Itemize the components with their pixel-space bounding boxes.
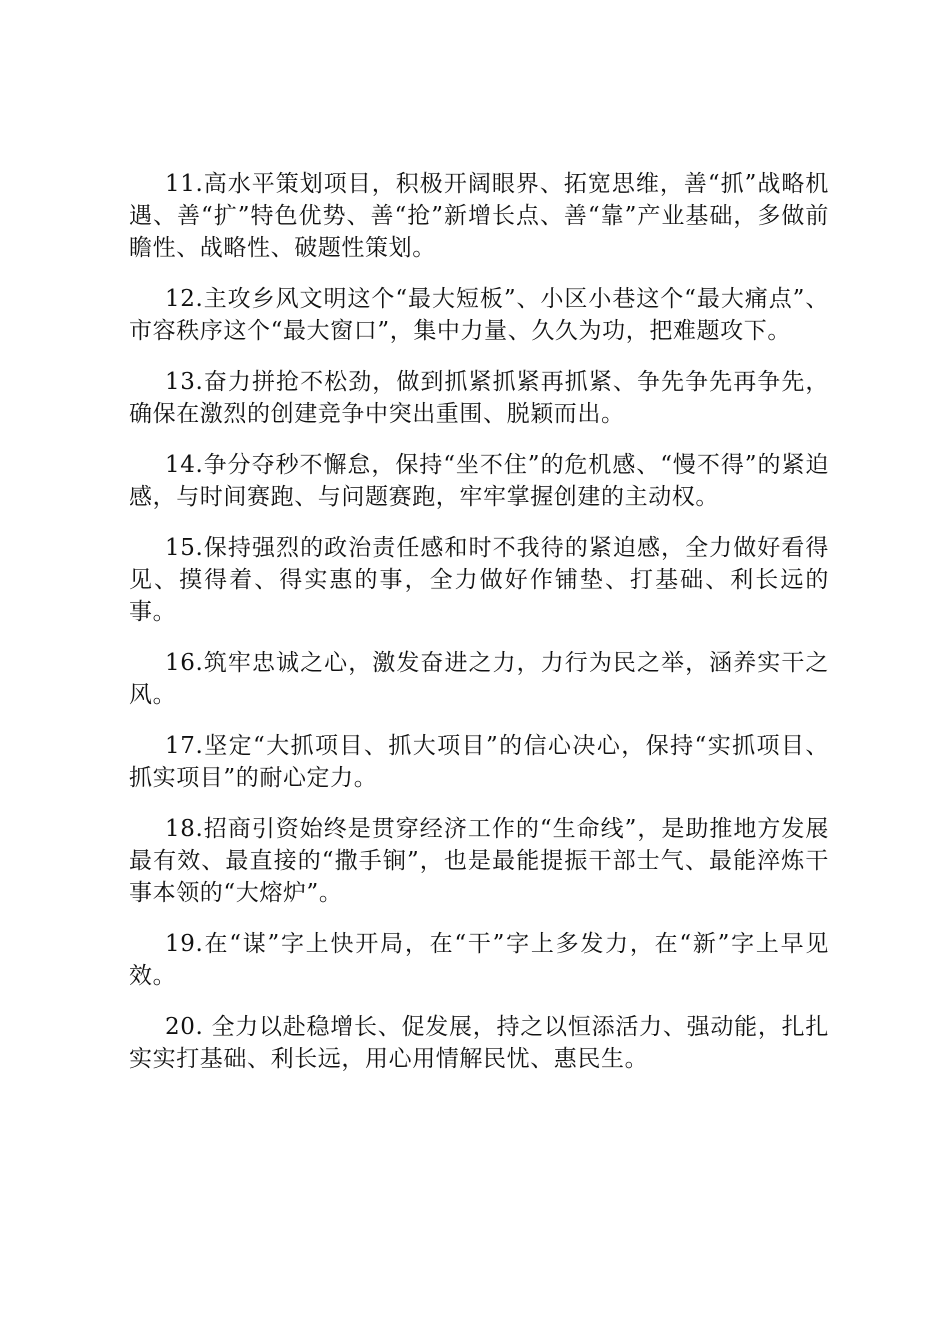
paragraph-12: 12.主攻乡风文明这个“最大短板”、小区小巷这个“最大痛点”、市容秩序这个“最大窗口”，集中力量、久久为功，把难题攻下。 [129, 286, 829, 344]
paragraph-18: 18.招商引资始终是贯穿经济工作的“生命线”，是助推地方发展最有效、最直接的“撒手锏”，也是最能提振干部士气、最能淬炼干事本领的“大熔炉”。 [129, 816, 829, 906]
paragraph-14: 14.争分夺秒不懈怠，保持“坐不住”的危机感、“慢不得”的紧迫感，与时间赛跑、与问题赛跑，牢牢掌握创建的主动权。 [129, 452, 829, 510]
paragraph-11: 11.高水平策划项目，积极开阔眼界、拓宽思维，善“抓”战略机遇、善“扩”特色优势、善“抢”新增长点、善“靠”产业基础，多做前瞻性、战略性、破题性策划。 [129, 171, 829, 261]
paragraph-20: 20. 全力以赴稳增长、促发展，持之以恒添活力、强动能，扎扎实实打基础、利长远，用心用情解民忧、惠民生。 [129, 1014, 829, 1072]
paragraph-13: 13.奋力拼抢不松劲，做到抓紧抓紧再抓紧、争先争先再争先，确保在激烈的创建竞争中突出重围、脱颖而出。 [129, 369, 829, 427]
paragraph-17: 17.坚定“大抓项目、抓大项目”的信心决心，保持“实抓项目、抓实项目”的耐心定力。 [129, 733, 829, 791]
paragraph-16: 16.筑牢忠诚之心，激发奋进之力，力行为民之举，涵养实干之风。 [129, 650, 829, 708]
paragraph-19: 19.在“谋”字上快开局，在“干”字上多发力，在“新”字上早见效。 [129, 931, 829, 989]
document-body [129, 168, 829, 1094]
paragraph-15: 15.保持强烈的政治责任感和时不我待的紧迫感，全力做好看得见、摸得着、得实惠的事，全力做好作铺垫、打基础、利长远的事。 [129, 535, 829, 625]
